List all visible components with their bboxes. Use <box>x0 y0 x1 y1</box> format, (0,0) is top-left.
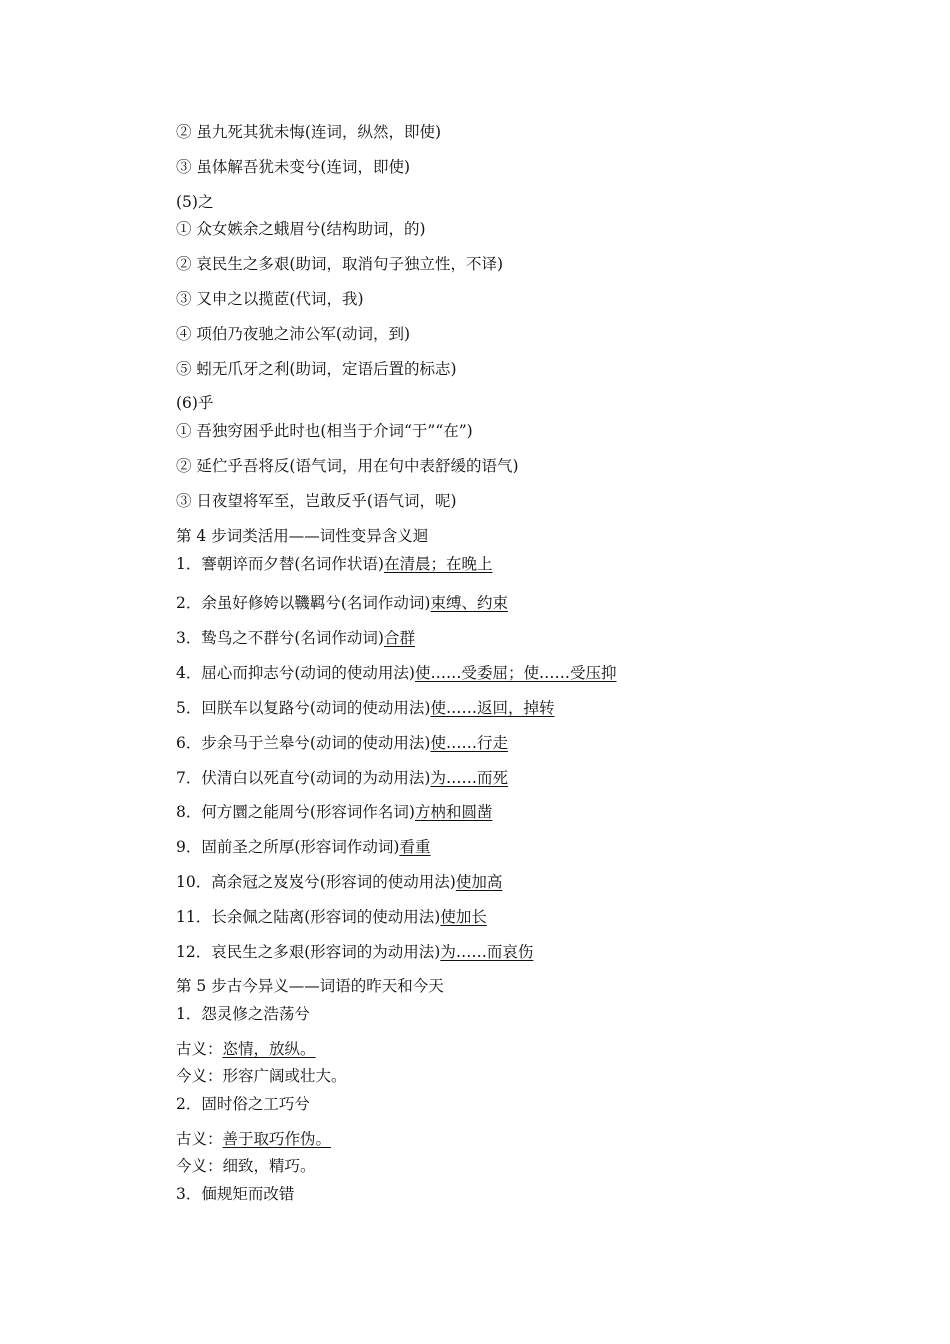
line-text: ② 哀民生之多艰(助词，取消句子独立性，不译) <box>176 255 504 273</box>
text-line <box>176 324 410 344</box>
line-text: ② 延伫乎吾将反(语气词，用在句中表舒缓的语气) <box>176 457 519 475</box>
gloss-line <box>176 1129 331 1149</box>
line-text: ② 虽九死其犹未悔(连词，纵然，即使) <box>176 123 442 141</box>
exercise-item <box>176 942 533 962</box>
answer-text: 使加高 <box>455 873 503 891</box>
text-line <box>176 122 441 142</box>
line-text: 今义：细致，精巧。 <box>176 1157 316 1175</box>
line-text: ⑤ 蚓无爪牙之利(助词，定语后置的标志) <box>176 360 457 378</box>
exercise-item <box>176 554 492 574</box>
line-text: ④ 项伯乃夜驰之沛公军(动词，到) <box>176 325 411 343</box>
line-text: (6)乎 <box>176 394 214 412</box>
exercise-item <box>176 768 508 788</box>
line-text: 10．高余冠之岌岌兮(形容词的使动用法) <box>176 873 456 891</box>
step-heading <box>176 526 428 546</box>
line-text: (5)之 <box>176 193 214 211</box>
line-text: ③ 虽体解吾犹未变兮(连词，即使) <box>176 158 411 176</box>
exercise-item <box>176 593 508 613</box>
answer-text: 在清晨；在晚上 <box>383 555 493 573</box>
exercise-item <box>176 628 415 648</box>
line-text: 今义：形容广阔或壮大。 <box>176 1067 347 1085</box>
step-heading <box>176 976 444 996</box>
text-line <box>176 421 473 441</box>
answer-text: 恣情，放纵。 <box>222 1040 316 1058</box>
line-text: 3．偭规矩而改错 <box>176 1185 295 1203</box>
exercise-item <box>176 663 616 683</box>
line-text: 12．哀民生之多艰(形容词的为动用法) <box>176 943 441 961</box>
gloss-line <box>176 1066 347 1086</box>
exercise-item <box>176 837 430 857</box>
line-text: 7．伏清白以死直兮(动词的为动用法) <box>176 769 431 787</box>
line-text: 古义： <box>176 1130 223 1148</box>
answer-text: 束缚、约束 <box>430 594 508 612</box>
line-text: ③ 又申之以揽茝(代词，我) <box>176 290 364 308</box>
line-text: 2．固时俗之工巧兮 <box>176 1095 310 1113</box>
exercise-item <box>176 907 487 927</box>
line-text: 4．屈心而抑志兮(动词的使动用法) <box>176 664 415 682</box>
exercise-item <box>176 733 508 753</box>
text-line <box>176 491 457 511</box>
line-text: 第 4 步词类活用——词性变异含义迴 <box>176 527 429 545</box>
section-heading <box>176 192 213 212</box>
answer-text: 善于取巧作伪。 <box>222 1130 332 1148</box>
answer-text: 使……返回，掉转 <box>430 699 555 717</box>
line-text: 11．长余佩之陆离(形容词的使动用法) <box>176 908 441 926</box>
text-line <box>176 289 364 309</box>
exercise-item <box>176 1184 294 1204</box>
line-text: 9．固前圣之所厚(形容词作动词) <box>176 838 400 856</box>
answer-text: 方枘和圆凿 <box>414 803 493 821</box>
line-text: 古义： <box>176 1040 223 1058</box>
text-line <box>176 157 410 177</box>
answer-text: 使……受委屈；使……受压抑 <box>414 664 617 682</box>
line-text: 1．怨灵修之浩荡兮 <box>176 1005 310 1023</box>
answer-text: 为……而死 <box>430 769 508 787</box>
answer-text: 看重 <box>399 838 431 856</box>
line-text: 8．何方圜之能周兮(形容词作名词) <box>176 803 415 821</box>
exercise-item <box>176 1094 310 1114</box>
line-text: 3．鸷鸟之不群兮(名词作动词) <box>176 629 384 647</box>
exercise-item <box>176 698 554 718</box>
line-text: 第 5 步古今异义——词语的昨天和今天 <box>176 977 444 995</box>
line-text: ① 吾独穷困乎此时也(相当于介词“于”“在”) <box>176 422 473 440</box>
exercise-item <box>176 1004 310 1024</box>
text-line <box>176 359 457 379</box>
answer-text: 为……而哀伤 <box>440 943 534 961</box>
line-text: ① 众女嫉余之蛾眉兮(结构助词，的) <box>176 220 426 238</box>
line-text: 6．步余马于兰皋兮(动词的使动用法) <box>176 734 431 752</box>
answer-text: 合群 <box>383 629 415 647</box>
line-text: 1．謇朝谇而夕替(名词作状语) <box>176 555 384 573</box>
line-text: 2．余虽好修姱以鞿羁兮(名词作动词) <box>176 594 431 612</box>
line-text: 5．回朕车以复路兮(动词的使动用法) <box>176 699 431 717</box>
exercise-item <box>176 872 502 892</box>
text-line <box>176 254 503 274</box>
exercise-item <box>176 802 492 822</box>
section-heading <box>176 393 213 413</box>
line-text: ③ 日夜望将军至，岂敢反乎(语气词，呢) <box>176 492 457 510</box>
text-line <box>176 219 426 239</box>
answer-text: 使加长 <box>440 908 487 926</box>
text-line <box>176 456 519 476</box>
answer-text: 使……行走 <box>430 734 508 752</box>
gloss-line <box>176 1039 316 1059</box>
gloss-line <box>176 1156 316 1176</box>
